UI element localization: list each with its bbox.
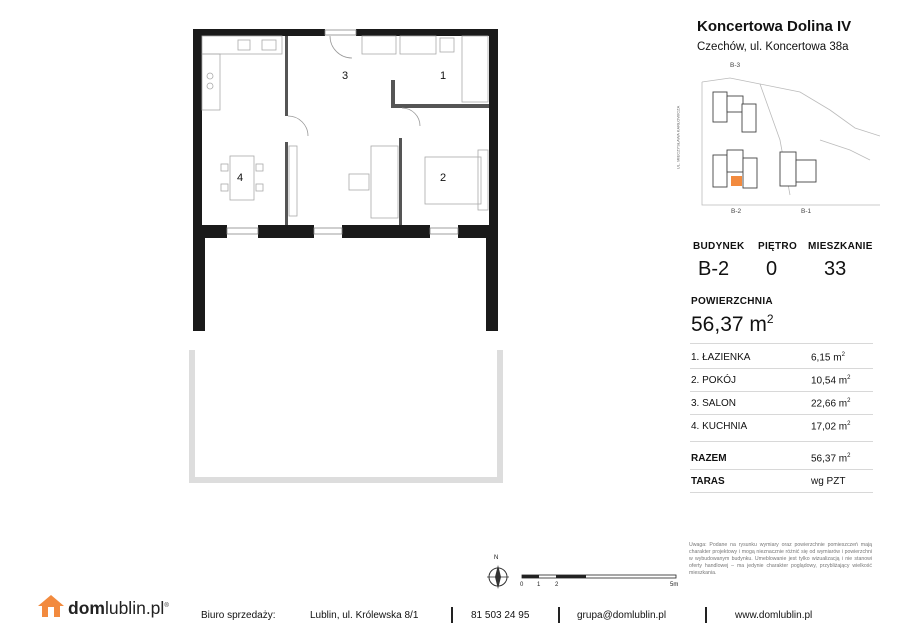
divider: [690, 441, 873, 442]
site-map-street-label: UL. MIECZYSŁAWA KARŁOWICZA: [675, 105, 681, 170]
room-area: 22,66 $m^2$: [811, 398, 851, 410]
room-number-4: 4: [237, 172, 244, 184]
footer-separator: [705, 607, 707, 623]
terrace-row: [691, 476, 871, 487]
unit-value: 33: [824, 258, 847, 280]
floor-label: PIĘTRO: [758, 241, 798, 252]
site-map-label-b1: B-1: [801, 208, 812, 215]
footer-separator: [451, 607, 453, 623]
scale-tick-0: 0: [520, 582, 524, 588]
room-name: 1. ŁAZIENKA: [691, 352, 751, 363]
room-name: 3. SALON: [691, 398, 737, 409]
scale-tick-2: 2: [555, 582, 559, 588]
room-name: 4. KUCHNIA: [691, 421, 748, 432]
terrace-label: TARAS: [691, 476, 725, 487]
compass-icon: [484, 555, 514, 589]
room-number-2: 2: [440, 172, 447, 184]
scale-tick-5m: 5m: [670, 582, 679, 588]
logo-registered: ®: [164, 603, 169, 610]
building-label: BUDYNEK: [693, 241, 745, 252]
room-row: [691, 421, 871, 432]
area-number: 56,37 m: [691, 313, 767, 336]
project-address: Czechów, ul. Koncertowa 38a: [697, 41, 849, 53]
total-value: 56,37 $m^2$: [811, 453, 851, 465]
divider: [690, 414, 873, 415]
footer-phone[interactable]: 81 503 24 95: [471, 610, 530, 621]
floor-plan: [185, 25, 505, 520]
room-row: [691, 352, 871, 363]
logo-lublin: lublin.pl: [104, 598, 165, 618]
room-number-1: 1: [440, 70, 447, 82]
floor-value: 0: [766, 258, 778, 280]
room-row: [691, 398, 871, 409]
building-value: B-2: [698, 258, 730, 280]
area-value: [691, 312, 774, 337]
project-title: Koncertowa Dolina IV: [697, 18, 852, 35]
room-area: 17,02 $m^2$: [811, 421, 851, 433]
site-map: [690, 60, 880, 220]
scale-bar: [520, 573, 680, 581]
unit-label: MIESZKANIE: [808, 241, 873, 252]
room-row: [691, 375, 871, 386]
footer-address: Lublin, ul. Królewska 8/1: [310, 610, 419, 621]
company-logo[interactable]: [68, 598, 169, 619]
scale-tick-1: 1: [537, 582, 541, 588]
total-row: [691, 453, 871, 464]
house-logo-icon: [37, 594, 65, 618]
footer-email[interactable]: grupa@domlublin.pl: [577, 610, 667, 621]
footer-separator: [558, 607, 560, 623]
area-unit-sup: 2: [766, 312, 774, 326]
footer-office-label: Biuro sprzedaży:: [201, 610, 276, 621]
divider: [690, 368, 873, 369]
total-label: RAZEM: [691, 453, 727, 464]
divider: [690, 343, 873, 344]
terrace-value: wg PZT: [811, 476, 846, 487]
logo-dom: dom: [68, 598, 105, 618]
room-area: 6,15 $m^2$: [811, 352, 845, 364]
divider: [690, 391, 873, 392]
disclaimer-note: Uwaga: Podane na rysunku wymiary oraz powierzchnie pomieszczeń mają charakter projektowy i mogą nieznacznie różnić się od wymiarów i powierzchni w wybudowanym budynku. Umeblowanie jest tylko wizualizacją i nie stanowi oferty handlowej – ma jedynie charakter poglądowy, przybliżający wielkość mieszkania.: [689, 542, 872, 577]
divider: [690, 469, 873, 470]
footer-website[interactable]: www.domlublin.pl: [735, 610, 813, 621]
divider: [690, 492, 873, 493]
area-label: POWIERZCHNIA: [691, 296, 773, 307]
site-map-label-b3: B-3: [730, 62, 741, 69]
room-area: 10,54 $m^2$: [811, 375, 851, 387]
apartment-location-marker: [731, 176, 742, 186]
room-number-3: 3: [342, 70, 349, 82]
compass-label: N: [494, 555, 499, 561]
room-name: 2. POKÓJ: [691, 375, 737, 386]
site-map-label-b2: B-2: [731, 208, 742, 215]
